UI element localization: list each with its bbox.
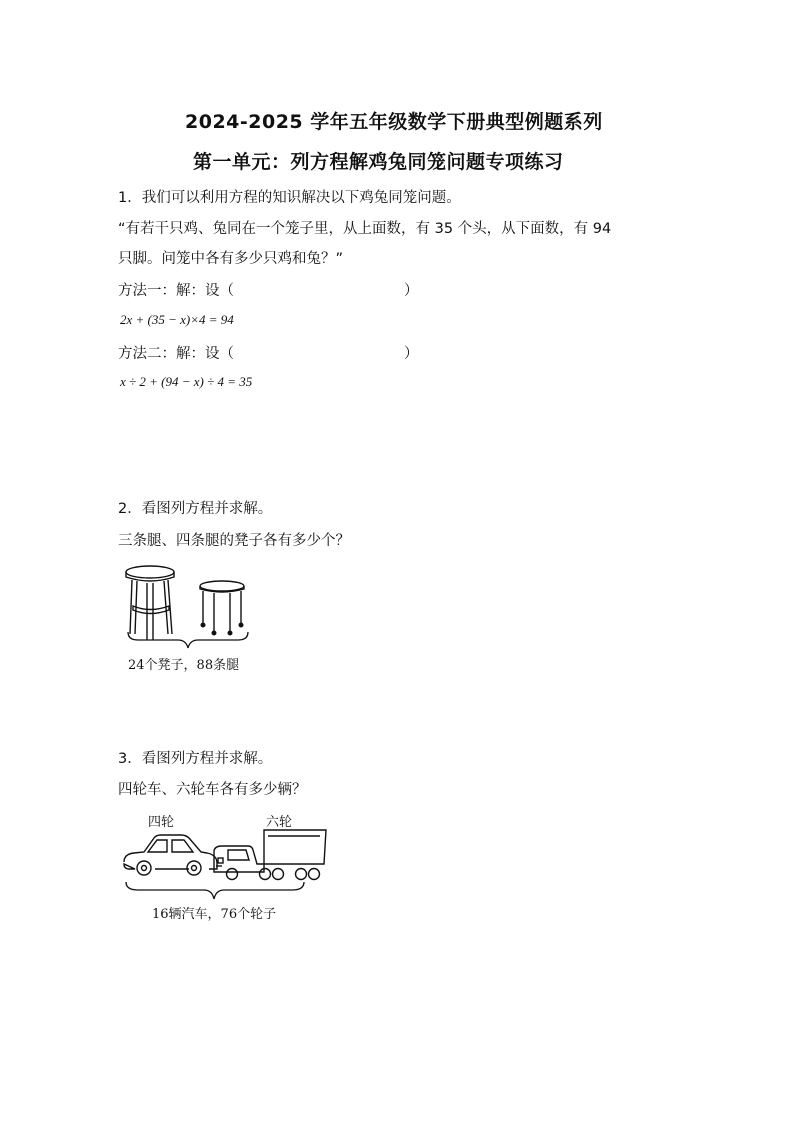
q3-label-car: 四轮 bbox=[148, 815, 175, 830]
q3-caption: 16辆汽车，76个轮子 bbox=[152, 907, 277, 922]
stools-illustration bbox=[120, 562, 260, 652]
four-legged-stool-icon bbox=[200, 581, 244, 635]
q1-method2-close: ） bbox=[404, 346, 419, 362]
q1-equation2: x ÷ 2 + (94 − x) ÷ 4 = 35 bbox=[120, 374, 253, 389]
q1-quote-line2: 只脚。问笼中各有多少只鸡和兔？” bbox=[118, 251, 344, 267]
q3-stem: 3．看图列方程并求解。 bbox=[118, 751, 273, 767]
q1-method1-label: 方法一：解：设（ bbox=[118, 283, 234, 299]
car-icon bbox=[124, 835, 217, 875]
q1-stem: 1．我们可以利用方程的知识解决以下鸡兔同笼问题。 bbox=[118, 190, 461, 206]
q1-method2-label: 方法二：解：设（ bbox=[118, 346, 234, 362]
q1-equation1: 2x + (35 − x)×4 = 94 bbox=[120, 312, 234, 327]
vehicles-illustration bbox=[118, 826, 333, 906]
three-legged-stool-icon bbox=[126, 566, 174, 640]
q2-question: 三条腿、四条腿的凳子各有多少个？ bbox=[118, 533, 350, 549]
q3-label-truck: 六轮 bbox=[266, 815, 293, 830]
page-title: 2024-2025 学年五年级数学下册典型例题系列 bbox=[185, 111, 603, 133]
q3-question: 四轮车、六轮车各有多少辆？ bbox=[118, 782, 307, 798]
truck-icon bbox=[214, 830, 326, 880]
q1-quote-line1: “有若干只鸡、兔同在一个笼子里，从上面数，有 35 个头，从下面数，有 94 bbox=[118, 221, 612, 237]
q2-stem: 2．看图列方程并求解。 bbox=[118, 501, 273, 517]
q2-caption: 24个凳子，88条腿 bbox=[128, 658, 240, 673]
q1-method1-close: ） bbox=[404, 283, 419, 299]
brace bbox=[126, 882, 304, 899]
page-subtitle: 第一单元：列方程解鸡兔同笼问题专项练习 bbox=[193, 151, 564, 173]
